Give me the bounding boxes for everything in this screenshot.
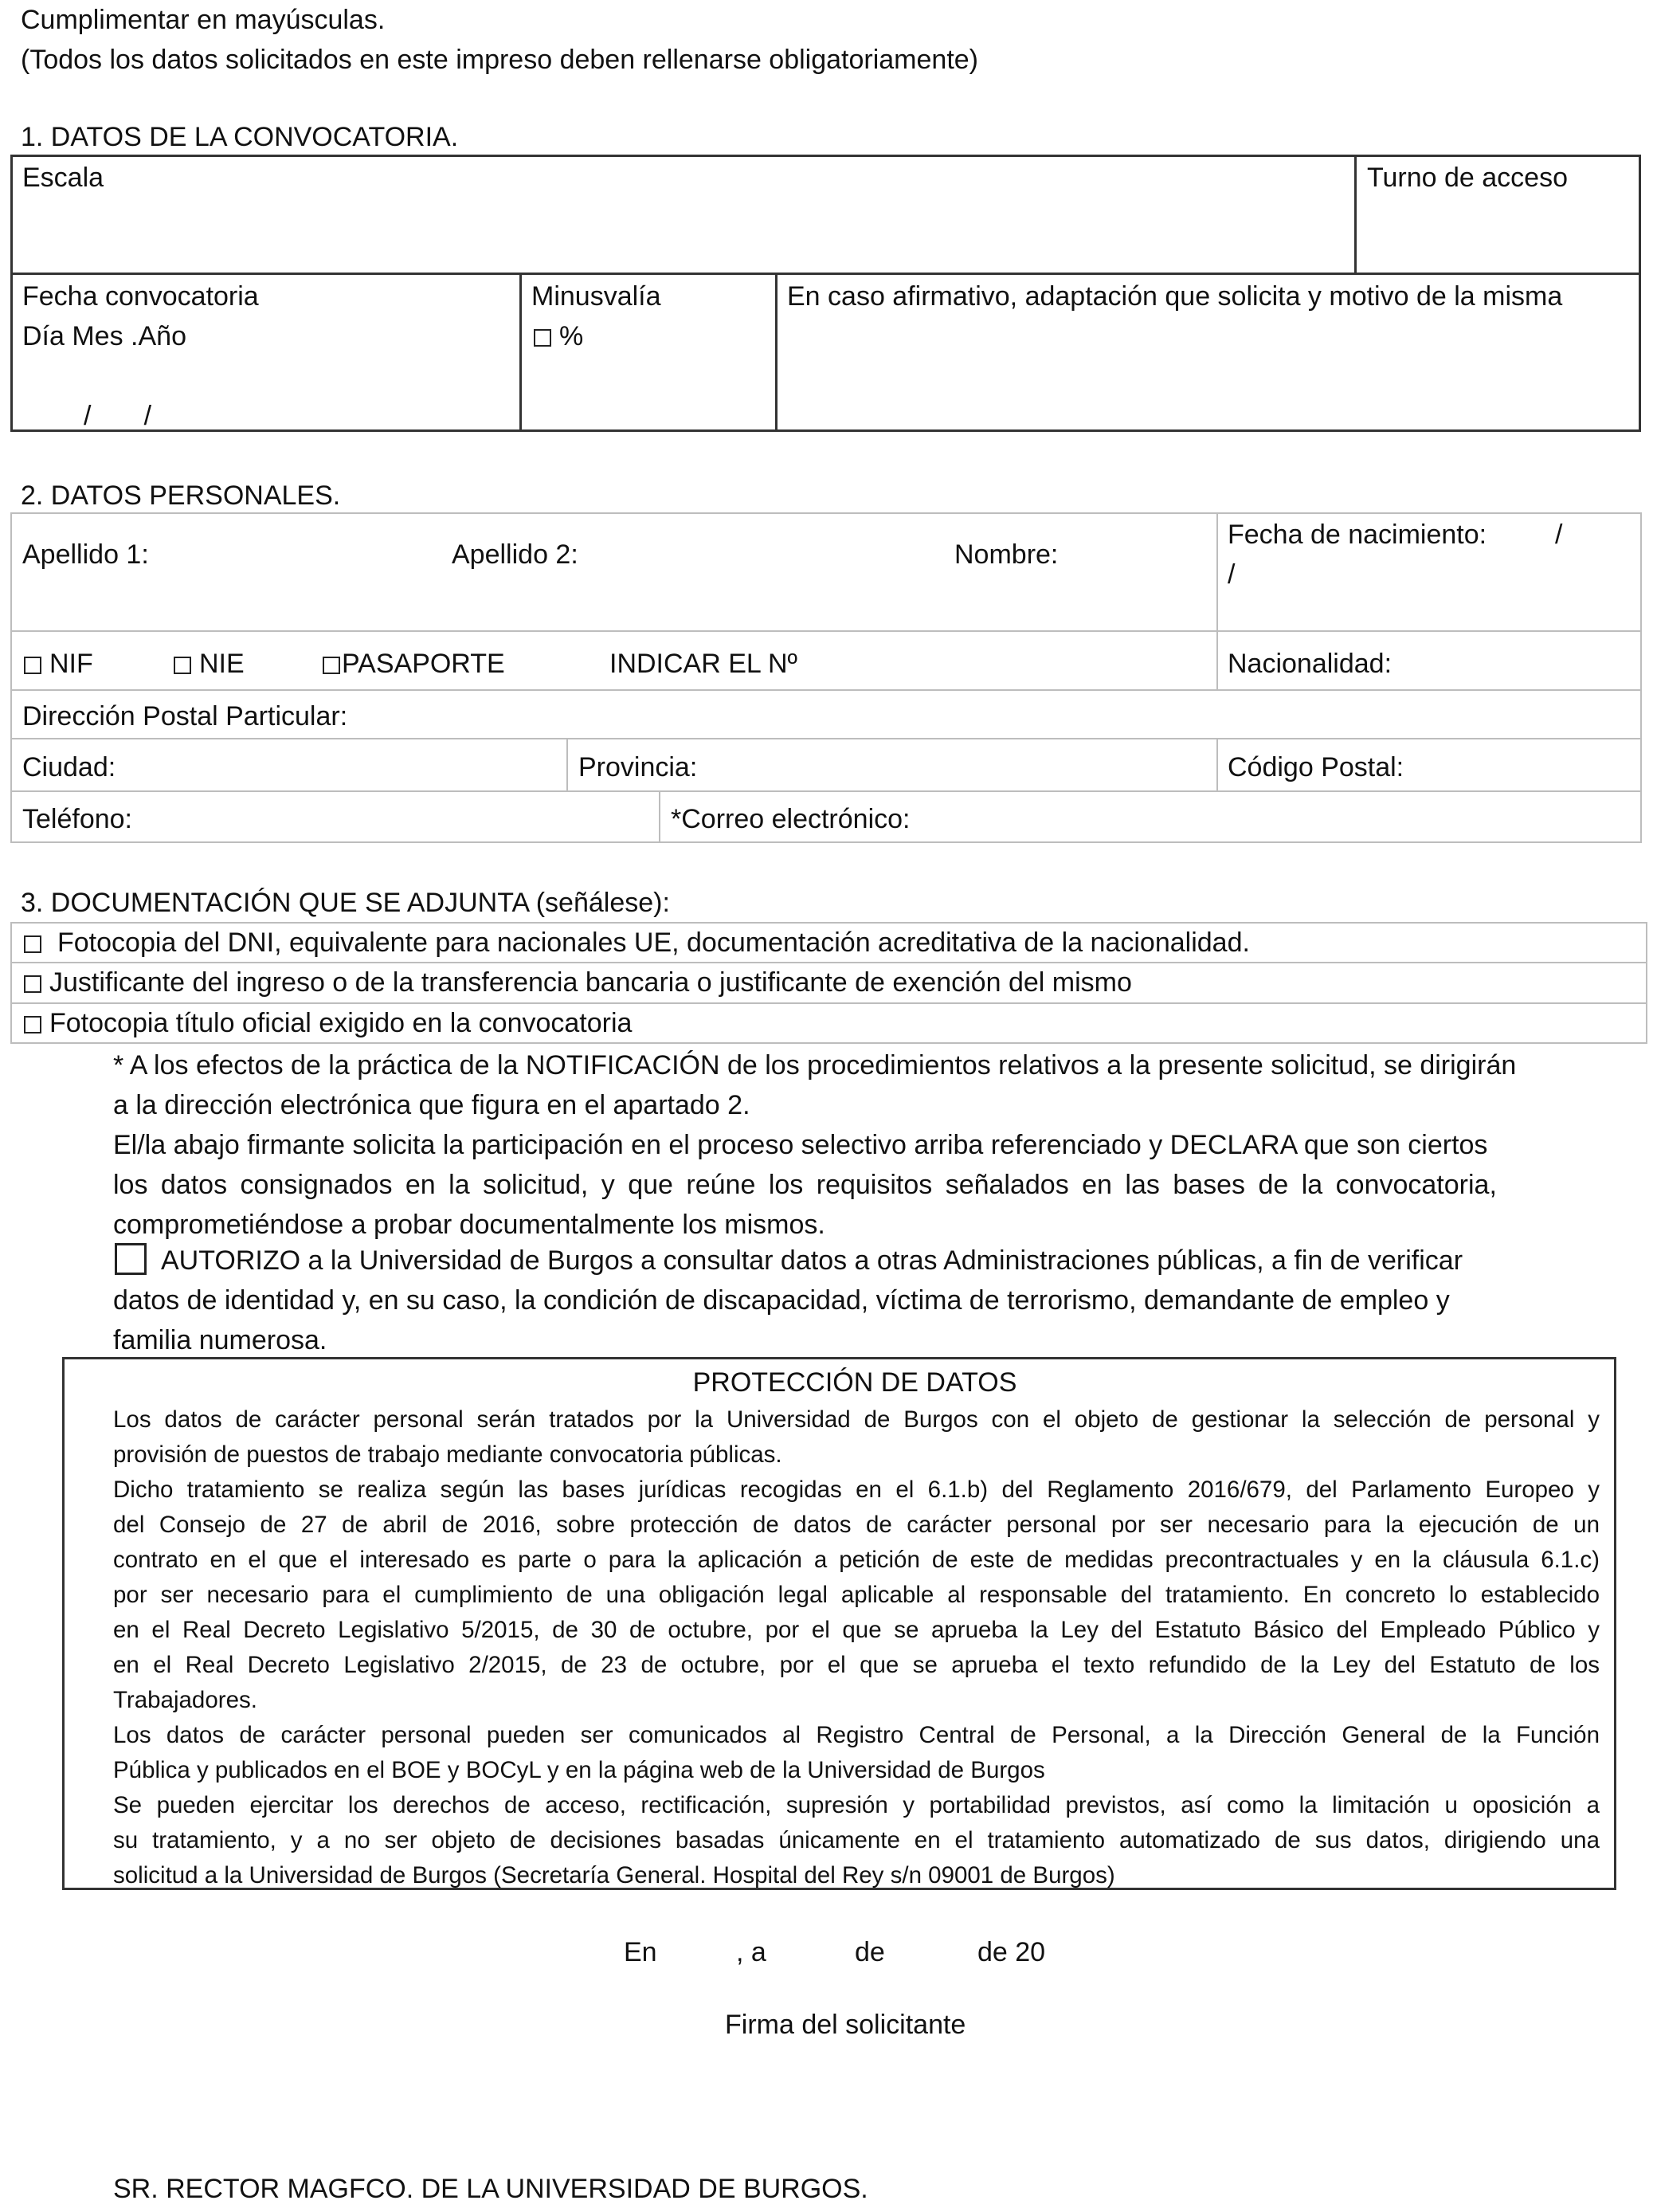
proteccion-line: Dicho tratamiento se realiza según las bases jurídicas recogidas en el 6.1.b) del Reglamento 2016/679, del Parlamento Europeo y (113, 1477, 1600, 1503)
checkbox-icon[interactable] (24, 657, 41, 674)
apellido1-label[interactable]: Apellido 1: (22, 539, 149, 570)
section1-title: 1. DATOS DE LA CONVOCATORIA. (21, 122, 459, 152)
proteccion-line: provisión de puestos de trabajo mediante convocatoria públicas. (113, 1441, 782, 1468)
provincia-label[interactable]: Provincia: (578, 752, 698, 782)
proteccion-line: contrato en el que el interesado es parte o para la aplicación a petición de este de medidas precontractuales y en la cláusula 6.1.c) (113, 1547, 1600, 1573)
apellido2-label[interactable]: Apellido 2: (452, 539, 578, 570)
autorizo-checkbox[interactable] (115, 1243, 147, 1275)
adaptacion-label[interactable]: En caso afirmativo, adaptación que solicita y motivo de la misma (787, 281, 1563, 312)
notificacion-line2: a la dirección electrónica que figura en el apartado 2. (113, 1090, 750, 1120)
notificacion-line1: * A los efectos de la práctica de la NOTIFICACIÓN de los procedimientos relativos a la presente solicitud, se dirigirán (113, 1050, 1517, 1081)
correo-label[interactable]: *Correo electrónico: (671, 804, 911, 834)
checkbox-icon[interactable] (174, 657, 191, 674)
proteccion-line: Los datos de carácter personal pueden ser comunicados al Registro Central de Personal, a la Dirección General de la Función (113, 1722, 1600, 1748)
proteccion-line: Trabajadores. (113, 1687, 257, 1713)
checkbox-icon[interactable] (24, 935, 41, 953)
autorizo-line1: AUTORIZO a la Universidad de Burgos a consultar datos a otras Administraciones públicas, a fin de verificar (161, 1245, 1463, 1276)
firma-solicitante: Firma del solicitante (725, 2010, 966, 2040)
instruction-mandatory: (Todos los datos solicitados en este impreso deben rellenarse obligatoriamente) (21, 45, 979, 75)
proteccion-line: Se pueden ejercitar los derechos de acceso, rectificación, supresión y portabilidad previstos, así como la limitación u oposición a (113, 1792, 1600, 1818)
proteccion-title: PROTECCIÓN DE DATOS (692, 1367, 1017, 1398)
checkbox-icon[interactable] (534, 329, 551, 347)
telefono-label[interactable]: Teléfono: (22, 804, 132, 834)
declara-line1: El/la abajo firmante solicita la participación en el proceso selectivo arriba referenciado y DECLARA que son ciertos (113, 1130, 1488, 1160)
proteccion-line: por ser necesario para el cumplimiento de una obligación legal aplicable al responsable del tratamiento. En concreto lo establecido (113, 1582, 1600, 1608)
proteccion-line: Pública y publicados en el BOE y BOCyL y en la página web de la Universidad de Burgos (113, 1757, 1045, 1783)
lugar-en-label: En (624, 1937, 657, 1967)
declara-line2: los datos consignados en la solicitud, y que reúne los requisitos señalados en las bases de la convocatoria, (113, 1170, 1497, 1200)
nie-option[interactable]: NIE (174, 644, 245, 684)
nacionalidad-label[interactable]: Nacionalidad: (1228, 649, 1393, 679)
turno-acceso-label[interactable]: Turno de acceso (1367, 163, 1568, 193)
doc-item-titulo[interactable]: Fotocopia título oficial exigido en la convocatoria (24, 1003, 632, 1043)
nombre-label[interactable]: Nombre: (954, 539, 1059, 570)
fecha-de-label: de (855, 1937, 885, 1967)
fecha-convocatoria-sub: Día Mes .Año (22, 321, 186, 351)
autorizo-line2: datos de identidad y, en su caso, la condición de discapacidad, víctima de terrorismo, demandante de empleo y (113, 1285, 1450, 1316)
indicar-numero-label[interactable]: INDICAR EL Nº (609, 649, 797, 679)
proteccion-line: en el Real Decreto Legislativo 2/2015, de 23 de octubre, por el que se aprueba el texto refundido de la Ley del Estatuto de los (113, 1652, 1600, 1678)
autorizo-line3: familia numerosa. (113, 1325, 327, 1355)
escala-label[interactable]: Escala (22, 163, 104, 193)
minusvalia-field[interactable] (534, 316, 583, 356)
section2-title: 2. DATOS PERSONALES. (21, 480, 341, 511)
personal-data-table (10, 512, 1642, 843)
instruction-uppercase: Cumplimentar en mayúsculas. (21, 5, 386, 35)
proteccion-line: solicitud a la Universidad de Burgos (Secretaría General. Hospital del Rey s/n 09001 de Burgos) (113, 1862, 1115, 1888)
nif-option[interactable]: NIF (24, 644, 93, 684)
pasaporte-option[interactable]: PASAPORTE (323, 644, 505, 684)
proteccion-line: del Consejo de 27 de abril de 2016, sobre protección de datos de carácter personal por ser necesario para la ejecución de un (113, 1512, 1600, 1538)
fecha-nacimiento-slash1: / (1555, 520, 1563, 550)
proteccion-line: en el Real Decreto Legislativo 5/2015, de 30 de octubre, por el que se aprueba la Ley del Estatuto Básico del Empleado Público y (113, 1617, 1600, 1643)
checkbox-icon[interactable] (323, 657, 340, 674)
minusvalia-label: Minusvalía (531, 281, 661, 312)
fecha-de20-label: de 20 (977, 1937, 1046, 1967)
doc-item-justificante[interactable]: Justificante del ingreso o de la transferencia bancaria o justificante de exención del mismo (24, 963, 1132, 1002)
fecha-a-label: , a (736, 1937, 766, 1967)
proteccion-line: su tratamiento, y a no ser objeto de decisiones basadas únicamente en el tratamiento automatizado de sus datos, dirigiendo una (113, 1827, 1600, 1853)
fecha-convocatoria-label: Fecha convocatoria (22, 281, 259, 312)
checkbox-icon[interactable] (24, 975, 41, 993)
checkbox-icon[interactable] (24, 1016, 41, 1033)
destinatario-rector: SR. RECTOR MAGFCO. DE LA UNIVERSIDAD DE BURGOS. (113, 2174, 868, 2204)
fecha-nacimiento-slash2: / (1228, 559, 1236, 590)
codigo-postal-label[interactable]: Código Postal: (1228, 752, 1404, 782)
ciudad-label[interactable]: Ciudad: (22, 752, 116, 782)
percent-label: % (559, 321, 584, 351)
direccion-label[interactable]: Dirección Postal Particular: (22, 701, 348, 731)
declara-line3: comprometiéndose a probar documentalmente los mismos. (113, 1210, 825, 1240)
doc-item-dni[interactable]: Fotocopia del DNI, equivalente para nacionales UE, documentación acreditativa de la nacionalidad. (24, 923, 1250, 963)
proteccion-line: Los datos de carácter personal serán tratados por la Universidad de Burgos con el objeto de gestionar la selección de personal y (113, 1406, 1600, 1433)
fecha-convocatoria-input[interactable]: / / (84, 401, 152, 431)
fecha-nacimiento-label[interactable]: Fecha de nacimiento: (1228, 520, 1487, 550)
section3-title: 3. DOCUMENTACIÓN QUE SE ADJUNTA (señálese): (21, 888, 670, 918)
